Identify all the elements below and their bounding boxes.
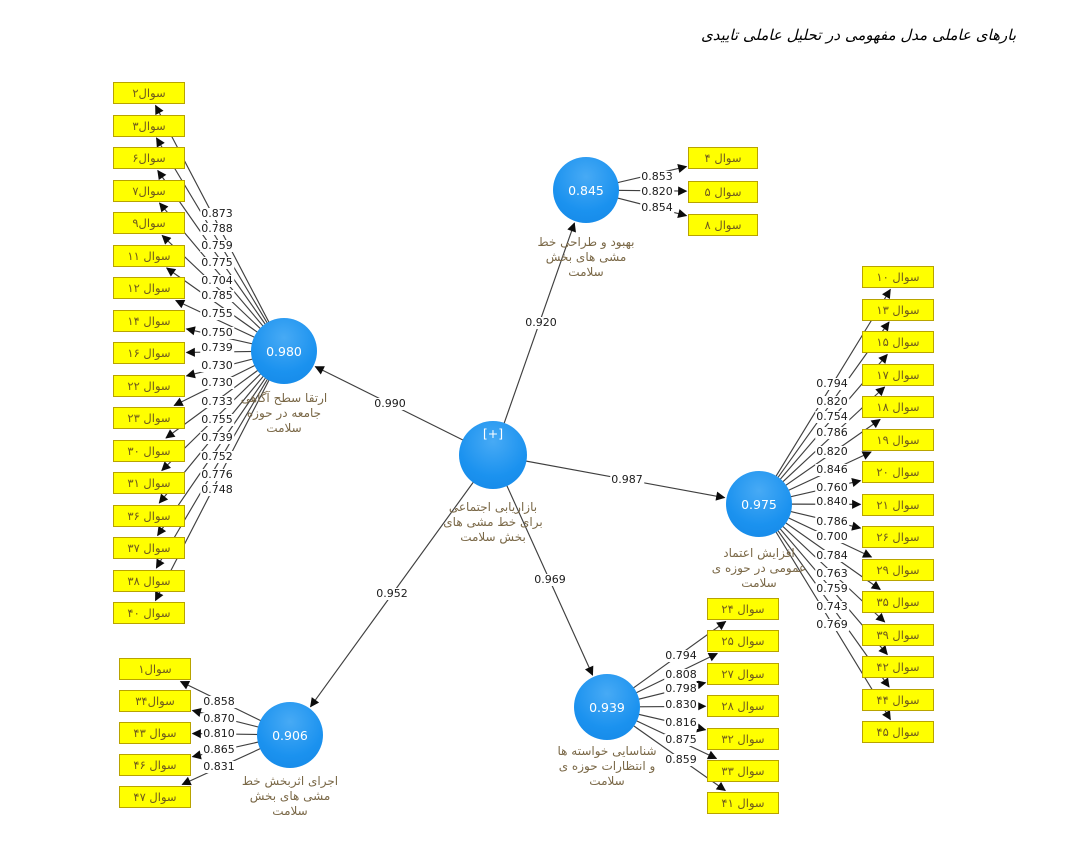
loading-value: 0.810: [203, 727, 235, 740]
latent-variable-node[interactable]: 0.845: [553, 157, 619, 223]
indicator-box[interactable]: سوال ۴۶: [119, 754, 191, 776]
loading-value: 0.786: [816, 426, 848, 439]
indicator-box[interactable]: سوال ۳۶: [113, 505, 185, 527]
indicator-box[interactable]: سوال ۲۲: [113, 375, 185, 397]
loading-value: 0.830: [665, 698, 697, 711]
loading-value: 0.748: [201, 483, 233, 496]
loading-value: 0.798: [665, 682, 697, 695]
indicator-box[interactable]: سوال ۱۳: [862, 299, 934, 321]
loading-value: 0.854: [641, 201, 673, 214]
indicator-box[interactable]: سوال ۸: [688, 214, 758, 236]
indicator-box[interactable]: سوال ۲۰: [862, 461, 934, 483]
latent-variable-node[interactable]: 0.975: [726, 471, 792, 537]
loading-value: 0.704: [201, 274, 233, 287]
indicator-box[interactable]: سوال ۴۵: [862, 721, 934, 743]
latent-variable-label: بهبود و طراحی خط: [537, 235, 635, 249]
indicator-box[interactable]: سوال ۳۵: [862, 591, 934, 613]
figure-title: بارهای عاملی مدل مفهومی در تحلیل عاملی تاییدی: [701, 26, 1016, 44]
path-coefficient: 0.987: [611, 473, 643, 486]
indicator-box[interactable]: سوال ۳۲: [707, 728, 779, 750]
loading-value: 0.859: [665, 753, 697, 766]
loading-value: 0.786: [816, 515, 848, 528]
loading-value: 0.750: [201, 326, 233, 339]
indicator-box[interactable]: سوال ۴۳: [119, 722, 191, 744]
indicator-box[interactable]: سوال ۳۷: [113, 537, 185, 559]
loading-value: 0.853: [641, 170, 673, 183]
arrow-edge: [493, 455, 725, 498]
loading-value: 0.700: [816, 530, 848, 543]
loading-value: 0.739: [201, 431, 233, 444]
indicator-box[interactable]: سوال ۱۶: [113, 342, 185, 364]
latent-variable-label: جامعه در حوزه: [246, 406, 322, 420]
indicator-box[interactable]: سوال ۱۹: [862, 429, 934, 451]
indicator-box[interactable]: سوال۲: [113, 82, 185, 104]
indicator-box[interactable]: سوال ۱۴: [113, 310, 185, 332]
indicator-box[interactable]: سوال ۱۸: [862, 396, 934, 418]
latent-variable-label: و انتظارات حوزه ی: [558, 759, 656, 773]
loading-value: 0.794: [816, 377, 848, 390]
loading-value: 0.870: [203, 712, 235, 725]
indicator-box[interactable]: سوال ۲۵: [707, 630, 779, 652]
loading-value: 0.794: [665, 649, 697, 662]
latent-variable-label: شناسایی خواسته ها: [557, 744, 657, 758]
latent-variable-label: سلامت: [266, 421, 302, 435]
loading-value: 0.831: [203, 760, 235, 773]
latent-variable-node[interactable]: 0.980: [251, 318, 317, 384]
loading-value: 0.743: [816, 600, 848, 613]
indicator-box[interactable]: سوال ۱۲: [113, 277, 185, 299]
loading-value: 0.775: [201, 256, 233, 269]
loading-value: 0.785: [201, 289, 233, 302]
loading-value: 0.816: [665, 716, 697, 729]
indicator-box[interactable]: سوال۱: [119, 658, 191, 680]
loading-value: 0.846: [816, 463, 848, 476]
path-coefficient: 0.952: [376, 587, 408, 600]
loading-value: 0.865: [203, 743, 235, 756]
latent-variable-label: مشی های بخش: [249, 789, 331, 803]
indicator-box[interactable]: سوال ۳۹: [862, 624, 934, 646]
indicator-box[interactable]: سوال ۳۸: [113, 570, 185, 592]
loading-value: 0.759: [816, 582, 848, 595]
loading-value: 0.739: [201, 341, 233, 354]
indicator-box[interactable]: سوال ۳۳: [707, 760, 779, 782]
loading-value: 0.808: [665, 668, 697, 681]
latent-variable-label: سلامت: [272, 804, 308, 818]
indicator-box[interactable]: سوال ۲۳: [113, 407, 185, 429]
indicator-box[interactable]: سوال۳۴: [119, 690, 191, 712]
latent-variable-label: سلامت: [589, 774, 625, 788]
indicator-box[interactable]: سوال ۱۰: [862, 266, 934, 288]
loading-value: 0.755: [201, 307, 233, 320]
indicator-box[interactable]: سوال ۲۱: [862, 494, 934, 516]
loading-value: 0.820: [641, 185, 673, 198]
path-coefficient: 0.920: [525, 316, 557, 329]
indicator-box[interactable]: سوال ۱۵: [862, 331, 934, 353]
indicator-box[interactable]: سوال ۴۴: [862, 689, 934, 711]
latent-variable-label: ارتقا سطح آگاهی: [240, 391, 328, 405]
path-coefficient: 0.969: [534, 573, 566, 586]
indicator-box[interactable]: سوال ۳۰: [113, 440, 185, 462]
loading-value: 0.733: [201, 395, 233, 408]
loading-value: 0.752: [201, 450, 233, 463]
indicator-box[interactable]: سوال۷: [113, 180, 185, 202]
loading-value: 0.784: [816, 549, 848, 562]
indicator-box[interactable]: سوال ۴۲: [862, 656, 934, 678]
indicator-box[interactable]: سوال ۴: [688, 147, 758, 169]
indicator-box[interactable]: سوال۹: [113, 212, 185, 234]
indicator-box[interactable]: سوال۳: [113, 115, 185, 137]
indicator-box[interactable]: سوال ۴۱: [707, 792, 779, 814]
loading-value: 0.820: [816, 395, 848, 408]
latent-variable-label: اجرای اثربخش خط: [241, 774, 339, 788]
indicator-box[interactable]: سوال ۲۹: [862, 559, 934, 581]
indicator-box[interactable]: سوال ۲۸: [707, 695, 779, 717]
indicator-box[interactable]: سوال ۴۰: [113, 602, 185, 624]
indicator-box[interactable]: سوال ۲۴: [707, 598, 779, 620]
latent-variable-label: سلامت: [741, 576, 777, 590]
loading-value: 0.776: [201, 468, 233, 481]
indicator-box[interactable]: سوال ۲۷: [707, 663, 779, 685]
indicator-box[interactable]: سوال ۱۷: [862, 364, 934, 386]
latent-variable-node[interactable]: 0.906: [257, 702, 323, 768]
indicator-box[interactable]: سوال ۲۶: [862, 526, 934, 548]
loading-value: 0.820: [816, 445, 848, 458]
loading-value: 0.763: [816, 567, 848, 580]
latent-variable-label: مشی های بخش: [545, 250, 627, 264]
latent-variable-node[interactable]: 0.939: [574, 674, 640, 740]
loading-value: 0.760: [816, 481, 848, 494]
indicator-box[interactable]: سوال۶: [113, 147, 185, 169]
loading-value: 0.858: [203, 695, 235, 708]
central-construct-label: برای خط مشی های: [443, 515, 543, 529]
loading-value: 0.840: [816, 495, 848, 508]
arrow-edge: [311, 455, 493, 707]
path-coefficient: 0.990: [374, 397, 406, 410]
latent-variable-label: عمومی در حوزه ی: [711, 561, 807, 575]
latent-variable-label: سلامت: [568, 265, 604, 279]
loading-value: 0.754: [816, 410, 848, 423]
loading-value: 0.769: [816, 618, 848, 631]
loading-value: 0.873: [201, 207, 233, 220]
loading-value: 0.755: [201, 413, 233, 426]
central-construct-label: بخش سلامت: [460, 530, 526, 544]
loading-value: 0.759: [201, 239, 233, 252]
arrow-edge: [493, 455, 593, 675]
central-construct-node[interactable]: [459, 421, 527, 489]
indicator-box[interactable]: سوال ۴۷: [119, 786, 191, 808]
loading-value: 0.875: [665, 733, 697, 746]
loading-value: 0.788: [201, 222, 233, 235]
indicator-box[interactable]: سوال ۱۱: [113, 245, 185, 267]
loading-value: 0.730: [201, 359, 233, 372]
indicator-box[interactable]: سوال ۵: [688, 181, 758, 203]
expand-symbol: [+]: [482, 426, 504, 441]
latent-variable-label: افزایش اعتماد: [723, 546, 795, 560]
central-construct-label: بازاریابی اجتماعی: [448, 500, 538, 514]
loading-value: 0.730: [201, 376, 233, 389]
indicator-box[interactable]: سوال ۳۱: [113, 472, 185, 494]
